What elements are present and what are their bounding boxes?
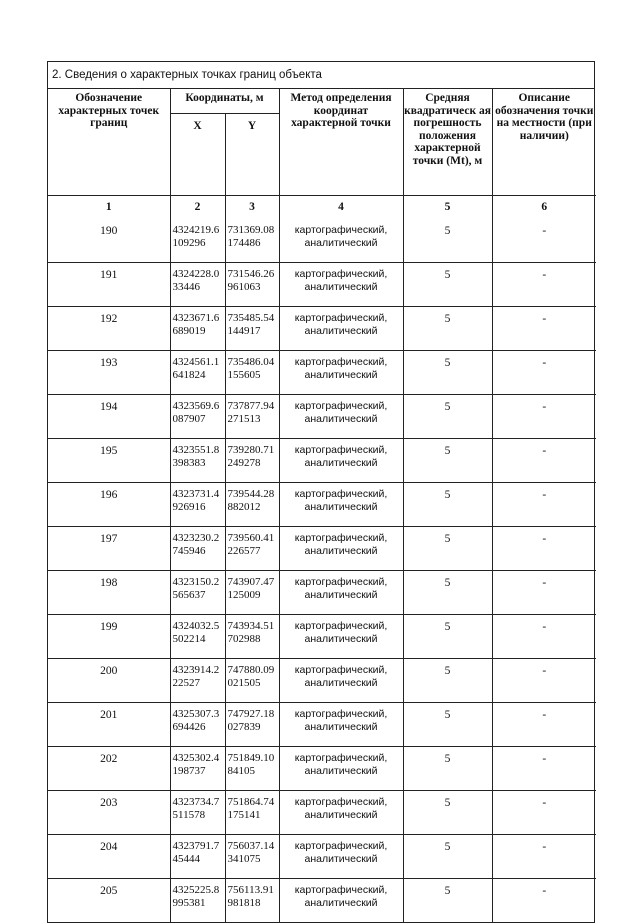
coord-x-cell: 4323734.7511578	[170, 790, 225, 834]
coord-y-cell: 751849.1084105	[225, 746, 279, 790]
coord-y-cell: 731546.26961063	[225, 262, 279, 306]
method-cell: картографический, аналитический	[279, 878, 403, 922]
description-cell: -	[492, 746, 596, 790]
point-number-cell: 193	[48, 350, 170, 394]
method-cell: картографический, аналитический	[279, 790, 403, 834]
points-table	[48, 89, 596, 922]
point-number-cell: 200	[48, 658, 170, 702]
coord-x-cell: 4323551.8398383	[170, 438, 225, 482]
coord-x-cell: 4323914.222527	[170, 658, 225, 702]
coord-x-cell: 4325225.8995381	[170, 878, 225, 922]
point-number-cell: 198	[48, 570, 170, 614]
header-error: Средняя квадратическ ая погрешность положения характерной точки (Mt), м	[403, 89, 492, 195]
coord-x-cell: 4323569.6087907	[170, 394, 225, 438]
error-cell: 5	[403, 614, 492, 658]
coord-y-cell: 743907.47125009	[225, 570, 279, 614]
coord-y-cell: 731369.08174486	[225, 219, 279, 263]
method-cell: картографический, аналитический	[279, 834, 403, 878]
column-number: 4	[279, 195, 403, 219]
point-number-cell: 191	[48, 262, 170, 306]
method-cell: картографический, аналитический	[279, 702, 403, 746]
method-cell: картографический, аналитический	[279, 526, 403, 570]
header-designation: Обозначение характерных точек границ	[48, 89, 170, 195]
column-number-row	[48, 195, 596, 219]
method-cell: картографический, аналитический	[279, 614, 403, 658]
description-cell: -	[492, 394, 596, 438]
column-number: 1	[48, 195, 170, 219]
header-method: Метод определения координат характерной точки	[279, 89, 403, 195]
coord-x-cell: 4323150.2565637	[170, 570, 225, 614]
description-cell: -	[492, 438, 596, 482]
method-cell: картографический, аналитический	[279, 482, 403, 526]
coord-y-cell: 737877.94271513	[225, 394, 279, 438]
coord-y-cell: 751864.74175141	[225, 790, 279, 834]
error-cell: 5	[403, 219, 492, 263]
description-cell: -	[492, 350, 596, 394]
column-number: 5	[403, 195, 492, 219]
description-cell: -	[492, 834, 596, 878]
error-cell: 5	[403, 702, 492, 746]
description-cell: -	[492, 482, 596, 526]
coord-y-cell: 756037.14341075	[225, 834, 279, 878]
column-number: 3	[225, 195, 279, 219]
description-cell: -	[492, 526, 596, 570]
error-cell: 5	[403, 262, 492, 306]
method-cell: картографический, аналитический	[279, 438, 403, 482]
table-row	[48, 658, 596, 702]
error-cell: 5	[403, 350, 492, 394]
description-cell: -	[492, 219, 596, 263]
coord-y-cell: 747880.09021505	[225, 658, 279, 702]
coord-y-cell: 739280.71249278	[225, 438, 279, 482]
table-row	[48, 306, 596, 350]
coord-y-cell: 735486.04155605	[225, 350, 279, 394]
section-title: 2. Сведения о характерных точках границ объекта	[48, 62, 594, 89]
error-cell: 5	[403, 834, 492, 878]
coord-x-cell: 4324032.5502214	[170, 614, 225, 658]
coord-x-cell: 4325302.4198737	[170, 746, 225, 790]
description-cell: -	[492, 790, 596, 834]
coord-x-cell: 4324561.1641824	[170, 350, 225, 394]
point-number-cell: 197	[48, 526, 170, 570]
table-row	[48, 438, 596, 482]
header-y: Y	[225, 113, 279, 195]
description-cell: -	[492, 306, 596, 350]
method-cell: картографический, аналитический	[279, 350, 403, 394]
header-x: X	[170, 113, 225, 195]
point-number-cell: 192	[48, 306, 170, 350]
table-row	[48, 394, 596, 438]
error-cell: 5	[403, 790, 492, 834]
method-cell: картографический, аналитический	[279, 658, 403, 702]
error-cell: 5	[403, 658, 492, 702]
table-row	[48, 350, 596, 394]
error-cell: 5	[403, 878, 492, 922]
point-number-cell: 202	[48, 746, 170, 790]
table-row	[48, 614, 596, 658]
method-cell: картографический, аналитический	[279, 746, 403, 790]
table-row	[48, 482, 596, 526]
coord-y-cell: 747927.18027839	[225, 702, 279, 746]
coord-y-cell: 743934.51702988	[225, 614, 279, 658]
coord-x-cell: 4324219.6109296	[170, 219, 225, 263]
error-cell: 5	[403, 570, 492, 614]
document-frame	[47, 61, 595, 923]
point-number-cell: 204	[48, 834, 170, 878]
error-cell: 5	[403, 394, 492, 438]
method-cell: картографический, аналитический	[279, 306, 403, 350]
column-number: 2	[170, 195, 225, 219]
point-number-cell: 196	[48, 482, 170, 526]
table-row	[48, 219, 596, 263]
error-cell: 5	[403, 482, 492, 526]
table-row	[48, 526, 596, 570]
coord-x-cell: 4323230.2745946	[170, 526, 225, 570]
method-cell: картографический, аналитический	[279, 219, 403, 263]
description-cell: -	[492, 614, 596, 658]
coord-x-cell: 4323671.6689019	[170, 306, 225, 350]
method-cell: картографический, аналитический	[279, 262, 403, 306]
table-row	[48, 702, 596, 746]
description-cell: -	[492, 262, 596, 306]
point-number-cell: 190	[48, 219, 170, 263]
description-cell: -	[492, 658, 596, 702]
header-coordinates: Координаты, м	[170, 89, 279, 113]
coord-y-cell: 739560.41226577	[225, 526, 279, 570]
point-number-cell: 199	[48, 614, 170, 658]
point-number-cell: 205	[48, 878, 170, 922]
table-row	[48, 570, 596, 614]
description-cell: -	[492, 702, 596, 746]
table-row	[48, 878, 596, 922]
table-row	[48, 790, 596, 834]
error-cell: 5	[403, 438, 492, 482]
point-number-cell: 201	[48, 702, 170, 746]
coord-y-cell: 756113.91981818	[225, 878, 279, 922]
description-cell: -	[492, 878, 596, 922]
point-number-cell: 203	[48, 790, 170, 834]
column-number: 6	[492, 195, 596, 219]
coord-x-cell: 4324228.033446	[170, 262, 225, 306]
point-number-cell: 194	[48, 394, 170, 438]
error-cell: 5	[403, 526, 492, 570]
table-row	[48, 746, 596, 790]
coord-y-cell: 735485.54144917	[225, 306, 279, 350]
coord-x-cell: 4323731.4926916	[170, 482, 225, 526]
point-number-cell: 195	[48, 438, 170, 482]
header-description: Описание обозначения точки на местности (при наличии)	[492, 89, 596, 195]
error-cell: 5	[403, 306, 492, 350]
coord-y-cell: 739544.28882012	[225, 482, 279, 526]
description-cell: -	[492, 570, 596, 614]
method-cell: картографический, аналитический	[279, 394, 403, 438]
coord-x-cell: 4323791.745444	[170, 834, 225, 878]
table-row	[48, 834, 596, 878]
error-cell: 5	[403, 746, 492, 790]
coord-x-cell: 4325307.3694426	[170, 702, 225, 746]
table-row	[48, 262, 596, 306]
method-cell: картографический, аналитический	[279, 570, 403, 614]
